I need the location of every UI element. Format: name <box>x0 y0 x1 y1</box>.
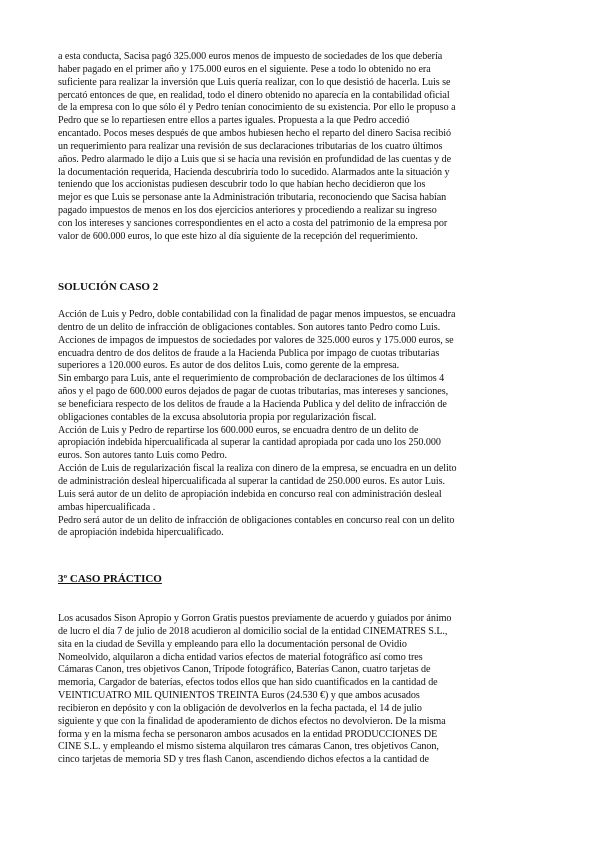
solucion-caso-2-heading: SOLUCIÓN CASO 2 <box>58 281 159 293</box>
solucion-paragraph <box>58 309 546 540</box>
caso-3-text: Los acusados Sison Apropio y Gorron Gratis puestos previamente de acuerdo y guiados por ánimo de lucro el día 7 de julio de 2018 acudieron al domicilio social de la entidad CINEMATRES S.L., sita en la ciudad de Sevilla y empleando para ello la documentación personal de Ovidio Nomeolvido, alquilaron a dicha entidad varios efectos de material fotográfico así como tres Cámaras Canon, tres objetivos Canon, Trípode fotográfico, Baterías Canon, cuatro tarjetas de memoria, Cargador de baterías, efectos todos ellos que han sido cuantificados en la cantidad de VEINTICUATRO MIL QUINIENTOS TREINTA Euros (24.530 €) y que ambos acusados recibieron en depósito y con la obligación de devolverlos en la fecha pactada, el 14 de julio siguiente y que con la finalidad de apoderamiento de dichos efectos no devolvieron. De la misma forma y en la misma fecha se personaron ambos acusados en la entidad PRODUCCIONES DE CINE S.L. y empleando el mismo sistema alquilaron tres cámaras Canon, tres objetivos Canon, cinco tarjetas de memoria SD y tres flash Canon, ascendiendo dichos efectos a la cantidad de <box>58 613 452 766</box>
intro-text: a esta conducta, Sacisa pagó 325.000 euros menos de impuesto de sociedades de los que debería haber pagado en el primer año y 175.000 euros en el siguiente. Pese a todo lo obtenido no era suficiente para realizar la inversión que Luis quería realizar, con lo que desistió de hacerla. Luis se percató entonces de que, en realidad, todo el dinero obtenido no aparecía en la contabilidad oficial de la empresa con lo que sólo él y Pedro tenían conocimiento de su existencia. Por ello le propuso a Pedro que se lo repartiesen entre ellos a partes iguales. Propuesta a la que Pedro accedió encantado. Pocos meses después de que ambos hubiesen hecho el reparto del dinero Sacisa recibió un requerimiento para realizar una revisión de sus declaraciones tributarias de los cuatro últimos años. Pedro alarmado le dijo a Luis que si se hacía una revisión en profundidad de las cuentas y de la documentación requerida, Hacienda descubriría todo lo sucedido. Alarmados ante la situación y teniendo que los accionistas pudiesen descubrir todo lo que habían hecho decidieron que los mejor es que Luis se personase ante la Administración tributaria, reconociendo que Sacisa habían pagado impuestos de menos en los dos ejercicios anteriores y procediendo a realizar su ingreso con los intereses y sanciones correspondientes en el acto a costa del patrimonio de la empresa por valor de 600.000 euros, lo que este hizo al día siguiente de la recepción del requerimiento. <box>58 51 456 242</box>
intro-paragraph <box>58 51 546 244</box>
solucion-text: Acción de Luis y Pedro, doble contabilidad con la finalidad de pagar menos impuestos, se encuadra dentro de un delito de infracción de obligaciones contables. Son autores tanto Pedro como Luis. Acciones de impagos de impuestos de sociedades por valores de 325.000 euros y 175.000 euros, se encuadra dentro de dos delitos de fraude a la Hacienda Publica por impago de cuotas tributarias superiores a 120.000 euros. Es autor de dos delitos Luis, como gerente de la empresa. Sin embargo para Luis, ante el requerimiento de comprobación de declaraciones de los últimos 4 años y el pago de 600.000 euros dejados de pagar de cuotas tributarias, mas intereses y sanciones, se beneficiara respecto de los delitos de fraude a la Hacienda Publica y del delito de infracción de obligaciones contables de la excusa absolutoria propia por regularización fiscal. Acción de Luis y Pedro de repartirse los 600.000 euros, se encuadra dentro de un delito de apropiación indebida hipercualificada al superar la cantidad apropiada por cada uno los 250.000 euros. Son autores tanto Luis como Pedro. Acción de Luis de regularización fiscal la realiza con dinero de la empresa, se encuadra en un delito de administración desleal hipercualificada al superar la cantidad de 250.000 euros. Es autor Luis. Luis será autor de un delito de apropiación indebida en concurso real con administración desleal ambas hipercualificada . Pedro será autor de un delito de infracción de obligaciones contables en concurso real con un delito de apropiación indebida hipercualificado. <box>58 309 457 539</box>
caso-practico-3-heading: 3º CASO PRÁCTICO <box>58 573 162 585</box>
caso-3-paragraph <box>58 613 546 767</box>
